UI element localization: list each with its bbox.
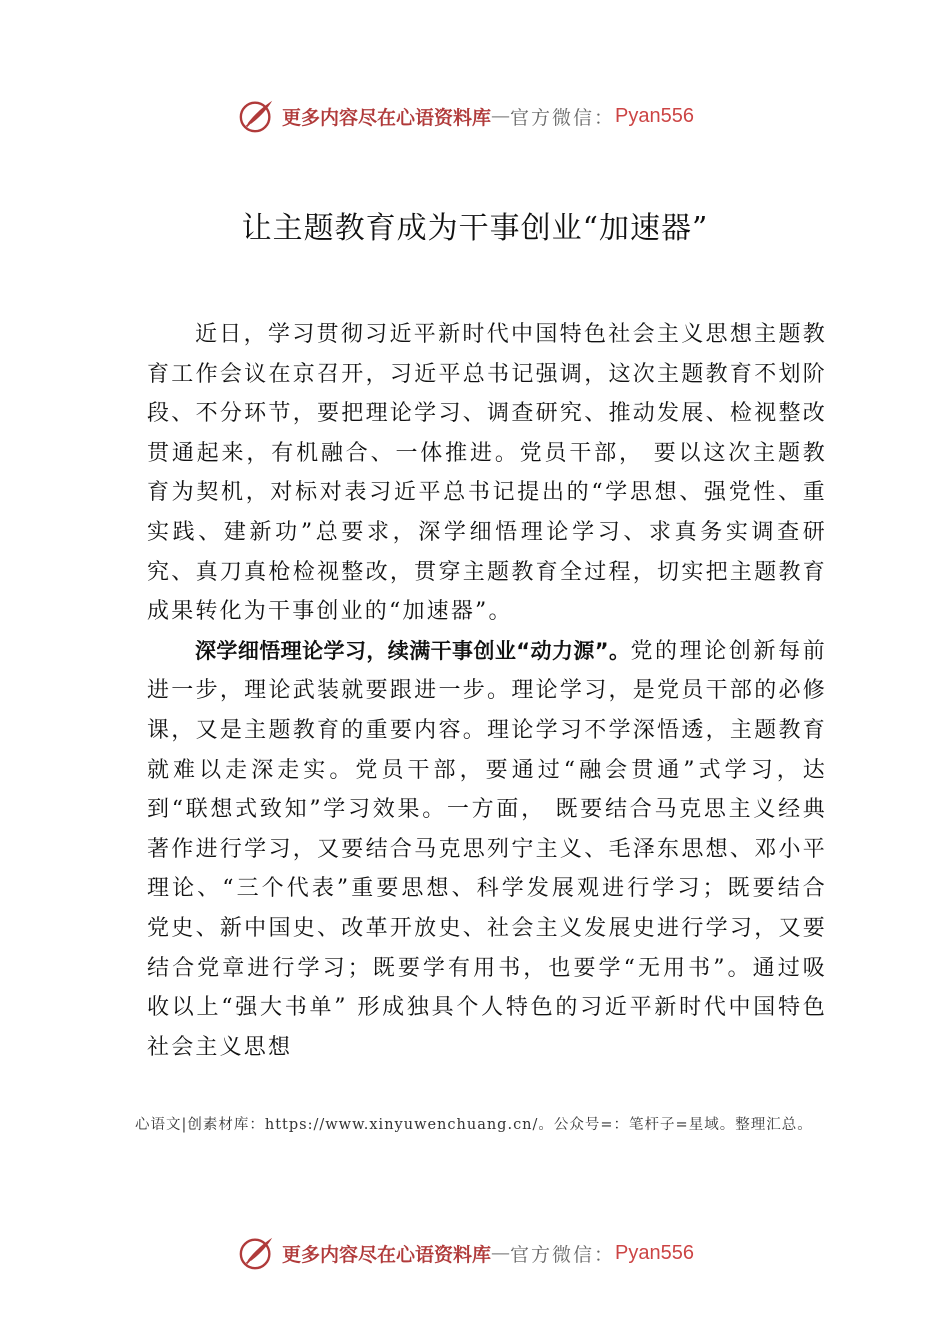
footer-dash: —: [491, 1242, 511, 1264]
footer-banner: [238, 1233, 694, 1273]
banner-account: Pyan556: [615, 104, 694, 127]
section-paragraph: [147, 632, 827, 1068]
document-body: [147, 315, 827, 1067]
footer-brand-text: 更多内容尽在心语资料库: [282, 1243, 492, 1266]
source-note: 心语文|创素材库：https://www.xinyuwenchuang.cn/。公众号=：笔杆子=星域。整理汇总。: [135, 1117, 813, 1133]
banner-official-label: 官方微信：: [510, 106, 616, 129]
section-body: 党的理论创新每前进一步，理论武装就要跟进一步。理论学习，是党员干部的必修课，又是主题教育的重要内容。理论学习不学深悟透，主题教育就难以走深走实。党员干部，要通过“融会贯通”式学习，达到“联想式致知”学习效果。一方面， 既要结合马克思主义经典著作进行学习，又要结合马克思列宁主义、毛泽东思想、邓小平理论、“三个代表”重要思想、科学发展观进行学习；既要结合党史、新中国史、改革开放史、社会主义发展史进行学习，又要结合党章进行学习；既要学有用书，也要学“无用书”。通过吸收以上“强大书单” 形成独具个人特色的习近平新时代中国特色社会主义思想: [147, 638, 827, 1060]
banner-dash: —: [491, 105, 511, 127]
quill-logo-icon: [238, 97, 276, 135]
banner-brand-text: 更多内容尽在心语资料库: [282, 106, 492, 129]
footer-official-label: 官方微信：: [510, 1243, 616, 1266]
document-title: 让主题教育成为干事创业“加速器”: [241, 211, 709, 246]
quill-logo-icon: [238, 1234, 276, 1272]
intro-paragraph: 近日，学习贯彻习近平新时代中国特色社会主义思想主题教育工作会议在京召开，习近平总书记强调，这次主题教育不划阶段、不分环节，要把理论学习、调查研究、推动发展、检视整改贯通起来，有机融合、一体推进。党员干部， 要以这次主题教育为契机，对标对表习近平总书记提出的“学思想、强党性、重实践、建新功”总要求，深学细悟理论学习、求真务实调查研究、真刀真枪检视整改，贯穿主题教育全过程，切实把主题教育成果转化为干事创业的“加速器”。: [147, 322, 827, 625]
section-heading: 深学细悟理论学习，续满干事创业“动力源”。: [195, 638, 631, 663]
header-banner: [238, 96, 694, 136]
footer-account: Pyan556: [615, 1241, 694, 1264]
